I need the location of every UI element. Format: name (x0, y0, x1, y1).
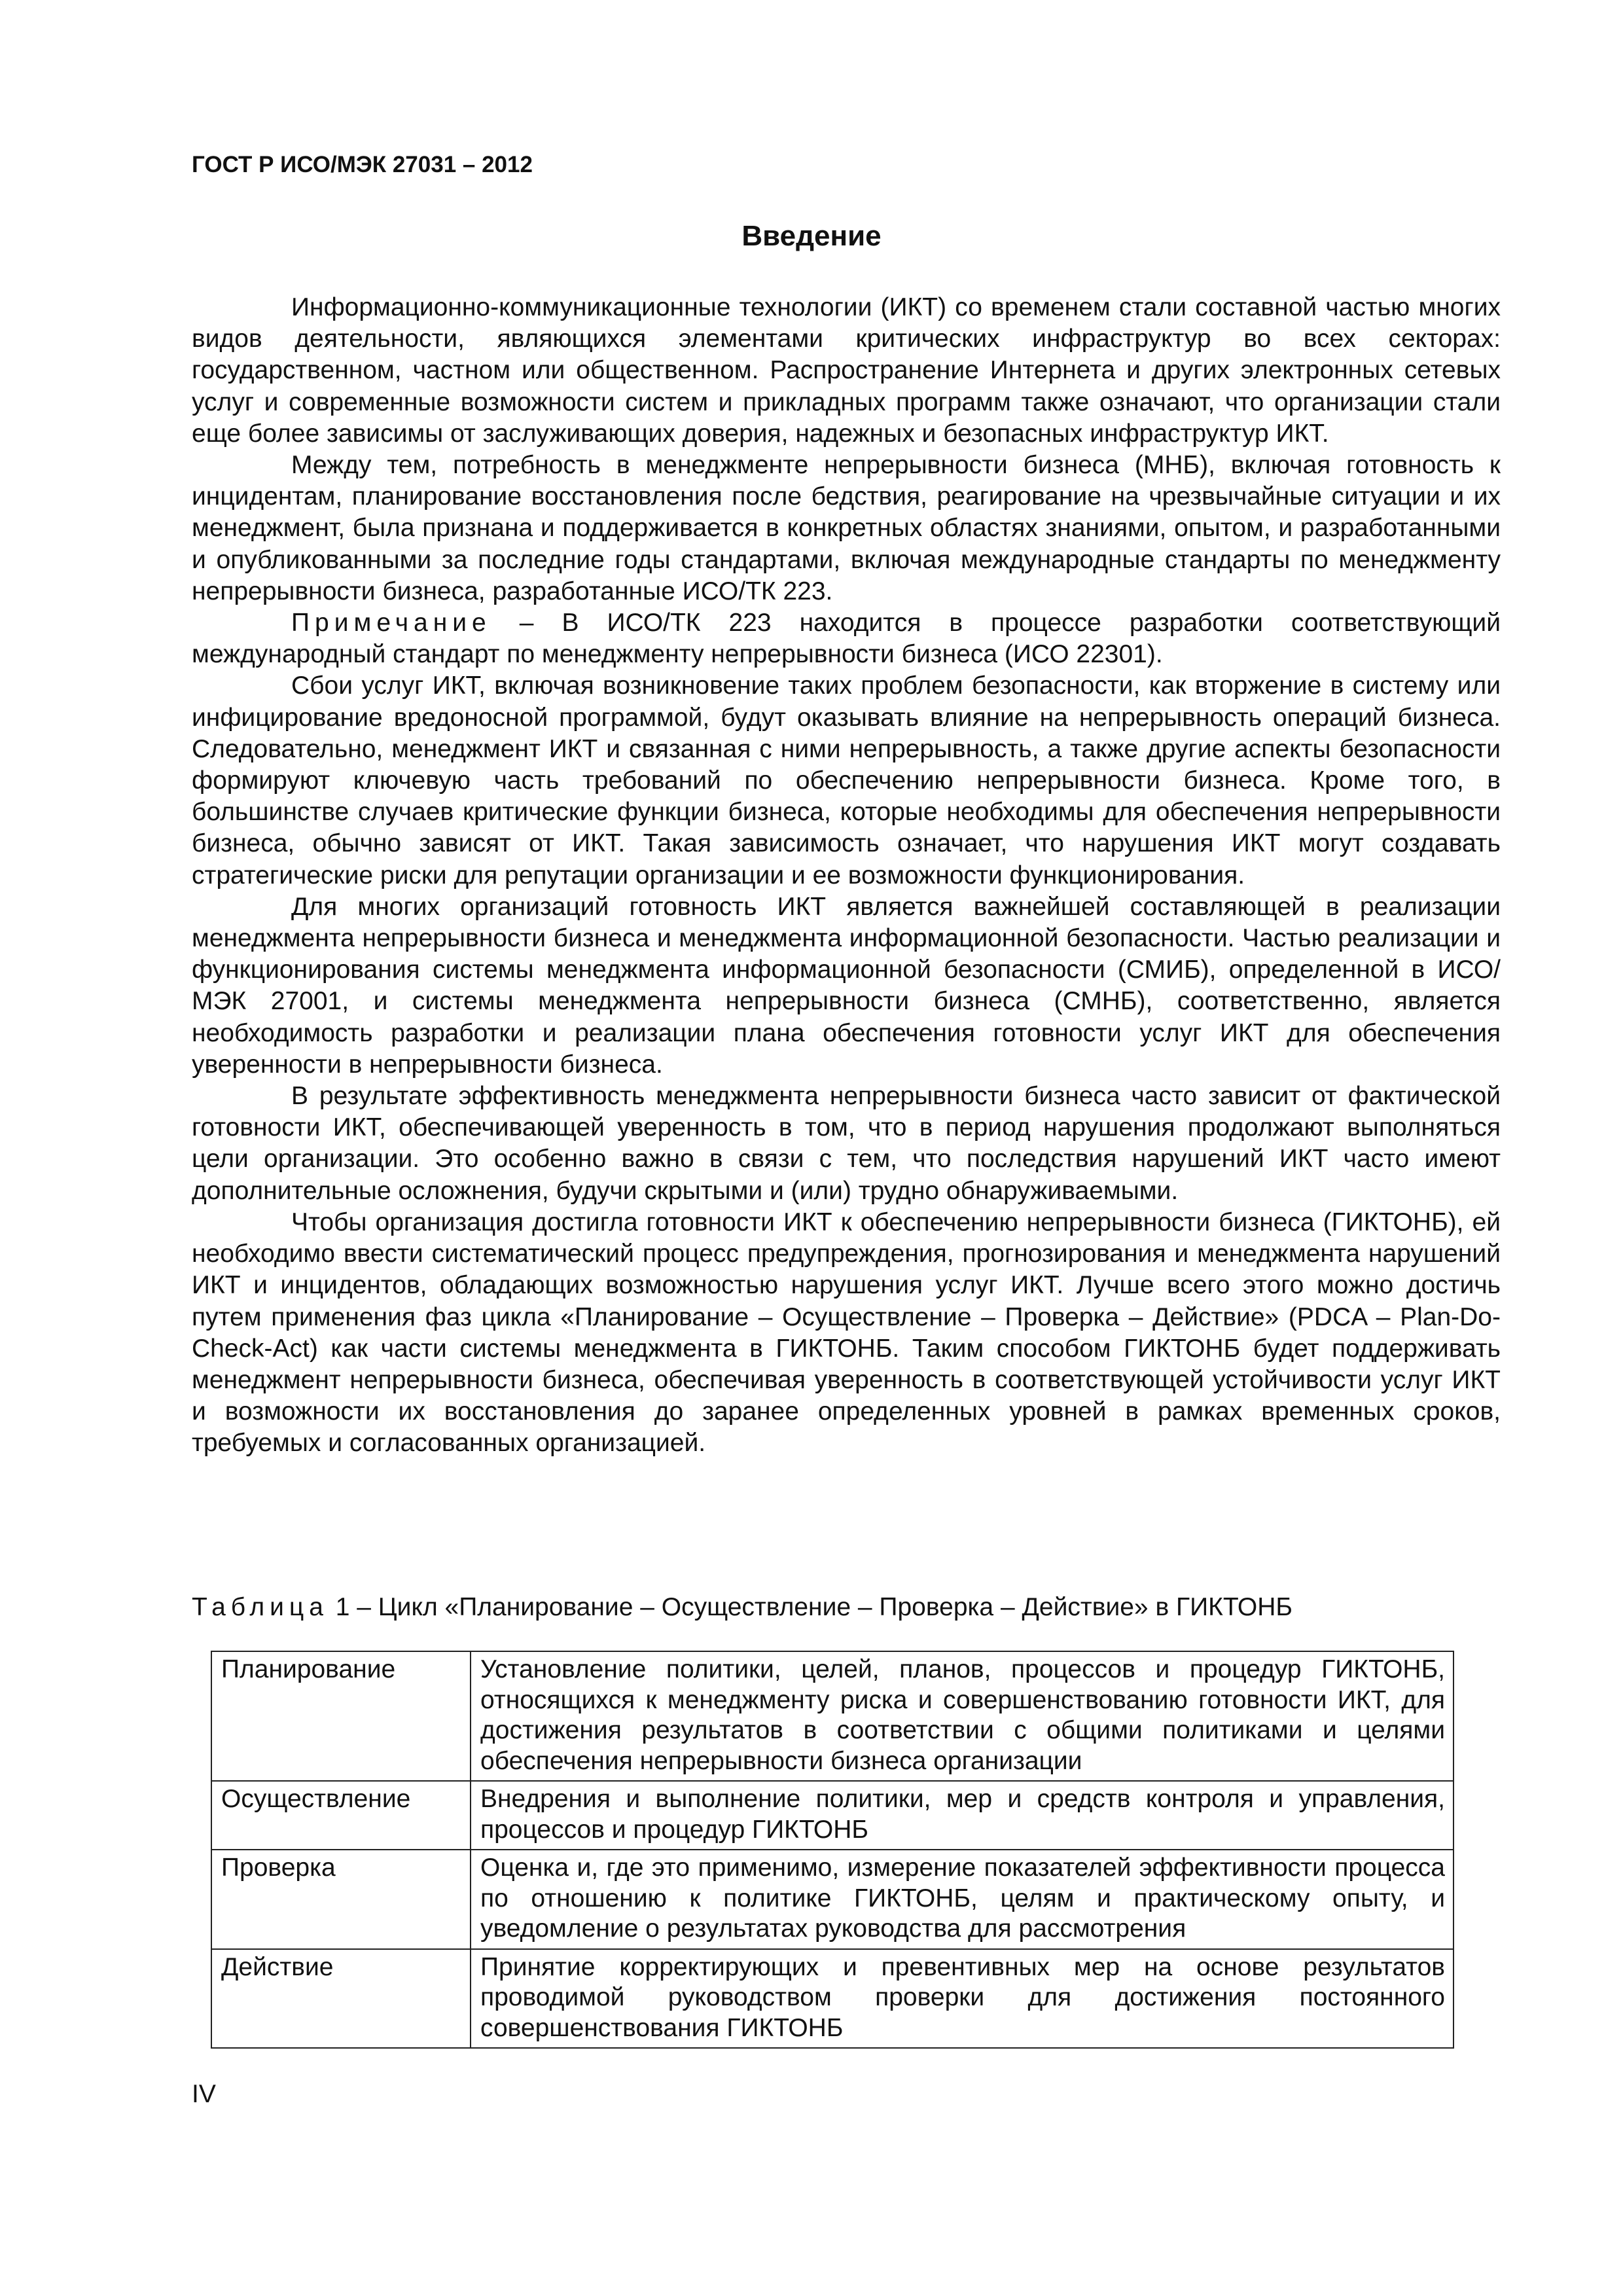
paragraph-ict-failures: Сбои услуг ИКТ, включая возникновение таких проблем безопасности, как вторжение в систему или инфицирование вредоносной программой, будут оказывать влияние на непрерывность операций бизнеса. Следовательно, менеджмент ИКТ и связанная с ними непрерывность, а также другие аспекты безопасности формируют ключевую часть требований по обеспечению непрерывности бизнеса. Кроме того, в большинстве случаев критические функции бизнеса, которые необходимы для обеспечения непрерывности бизнеса, обычно зависят от ИКТ. Такая зависимость означает, что нарушения ИКТ могут создавать стратегические риски для репутации организации и ее возможности функционирования. (192, 672, 1501, 889)
page-number: IV (192, 2080, 216, 2108)
description-cell: Установление политики, целей, планов, процессов и процедур ГИКТОНБ, относящихся к менеджменту риска и совершенствованию готовности ИКТ, для достижения результатов в соответствии с общими политиками и целями обеспечения непрерывности бизнеса организации (471, 1651, 1454, 1781)
paragraph-ict-overview: Информационно-коммуникационные технологии (ИКТ) со временем стали составной частью многих видов деятельности, являющихся элементами критических инфраструктур во всех секторах: государственном, частном или общественном. Распространение Интернета и других электронных сетевых услуг и современные возможности систем и прикладных программ также означают, что организации стали еще более зависимы от заслуживающих доверия, надежных и безопасных инфраструктур ИКТ. (192, 293, 1501, 448)
table-caption (192, 1593, 1293, 1622)
paragraph-irbc-process: Чтобы организация достигла готовности ИКТ к обеспечению непрерывности бизнеса (ГИКТОНБ), ей необходимо ввести систематический процесс предупреждения, прогнозирования и менеджмента нарушений ИКТ и инцидентов, обладающих возможностью нарушения услуг ИКТ. Лучше всего этого можно достичь путем применения фаз цикла «Планирование – Осуществление – Проверка – Действие» (PDCA – Plan-Do-Check-Act) как части системы менеджмента в ГИКТОНБ. Таким способом ГИКТОНБ будет поддерживать менеджмент непрерывности бизнеса, обеспечивая уверенность в соответствующей устойчивости услуг ИКТ и возможности их восстановления до заранее определенных уровней в рамках временных сроков, требуемых и согласованных организацией. (192, 1208, 1501, 1458)
note-text: – В ИСО/ТК 223 находится в процессе разработки соответствующий международный стандарт по менеджменту непрерывности бизнеса (ИСО 22301). (192, 609, 1501, 669)
introduction-body (192, 292, 1501, 1460)
phase-cell: Проверка (211, 1850, 471, 1949)
note-label: Примечание (291, 609, 491, 637)
table-caption-text: 1 – Цикл «Планирование – Осуществление – Проверка – Действие» в ГИКТОНБ (328, 1593, 1293, 1621)
paragraph-ict-readiness: Для многих организаций готовность ИКТ является важнейшей составляющей в реализации менеджмента непрерывности бизнеса и менеджмента информационной безопасности. Частью реализации и функционирования системы менеджмента информационной безопасности (СМИБ), определенной в ИСО/МЭК 27001, и системы менеджмента непрерывности бизнеса (СМНБ), соответственно, является необходимость разработки и реализации плана обеспечения готовности услуг ИКТ для обеспечения уверенности в непрерывности бизнеса. (192, 892, 1501, 1079)
paragraph-bcm-need: Между тем, потребность в менеджменте непрерывности бизнеса (МНБ), включая готовность к инцидентам, планирование восстановления после бедствия, реагирование на чрезвычайные ситуации и их менеджмент, была признана и поддерживается в конкретных областях знаниями, опытом, и разработанными и опубликованными за последние годы стандартами, включая международные стандарты по менеджменту непрерывности бизнеса, разработанные ИСО/ТК 223. (192, 451, 1501, 605)
document-code-header: ГОСТ Р ИСО/МЭК 27031 – 2012 (192, 152, 533, 177)
description-cell: Принятие корректирующих и превентивных мер на основе результатов проводимой руководством проверки для достижения постоянного совершенствования ГИКТОНБ (471, 1949, 1454, 2049)
phase-cell: Действие (211, 1949, 471, 2049)
table-row (211, 1949, 1454, 2049)
table-caption-label: Таблица (192, 1593, 329, 1621)
phase-cell: Осуществление (211, 1781, 471, 1850)
table-row (211, 1651, 1454, 1781)
table-row (211, 1781, 1454, 1850)
phase-cell: Планирование (211, 1651, 471, 1781)
description-cell: Внедрения и выполнение политики, мер и средств контроля и управления, процессов и процедур ГИКТОНБ (471, 1781, 1454, 1850)
description-cell: Оценка и, где это применимо, измерение показателей эффективности процесса по отношению к политике ГИКТОНБ, целям и практическому опыту, и уведомление о результатах руководства для рассмотрения (471, 1850, 1454, 1949)
note-paragraph (192, 607, 1501, 670)
table-row (211, 1850, 1454, 1949)
pdca-table (211, 1651, 1454, 2049)
section-title: Введение (741, 220, 882, 252)
paragraph-bcm-effectiveness: В результате эффективность менеджмента непрерывности бизнеса часто зависит от фактической готовности ИКТ, обеспечивающей уверенность в том, что в период нарушения продолжают выполняться цели организации. Это особенно важно в связи с тем, что последствия нарушений ИКТ часто имеют дополнительные осложнения, будучи скрытыми и (или) трудно обнаруживаемыми. (192, 1082, 1501, 1205)
